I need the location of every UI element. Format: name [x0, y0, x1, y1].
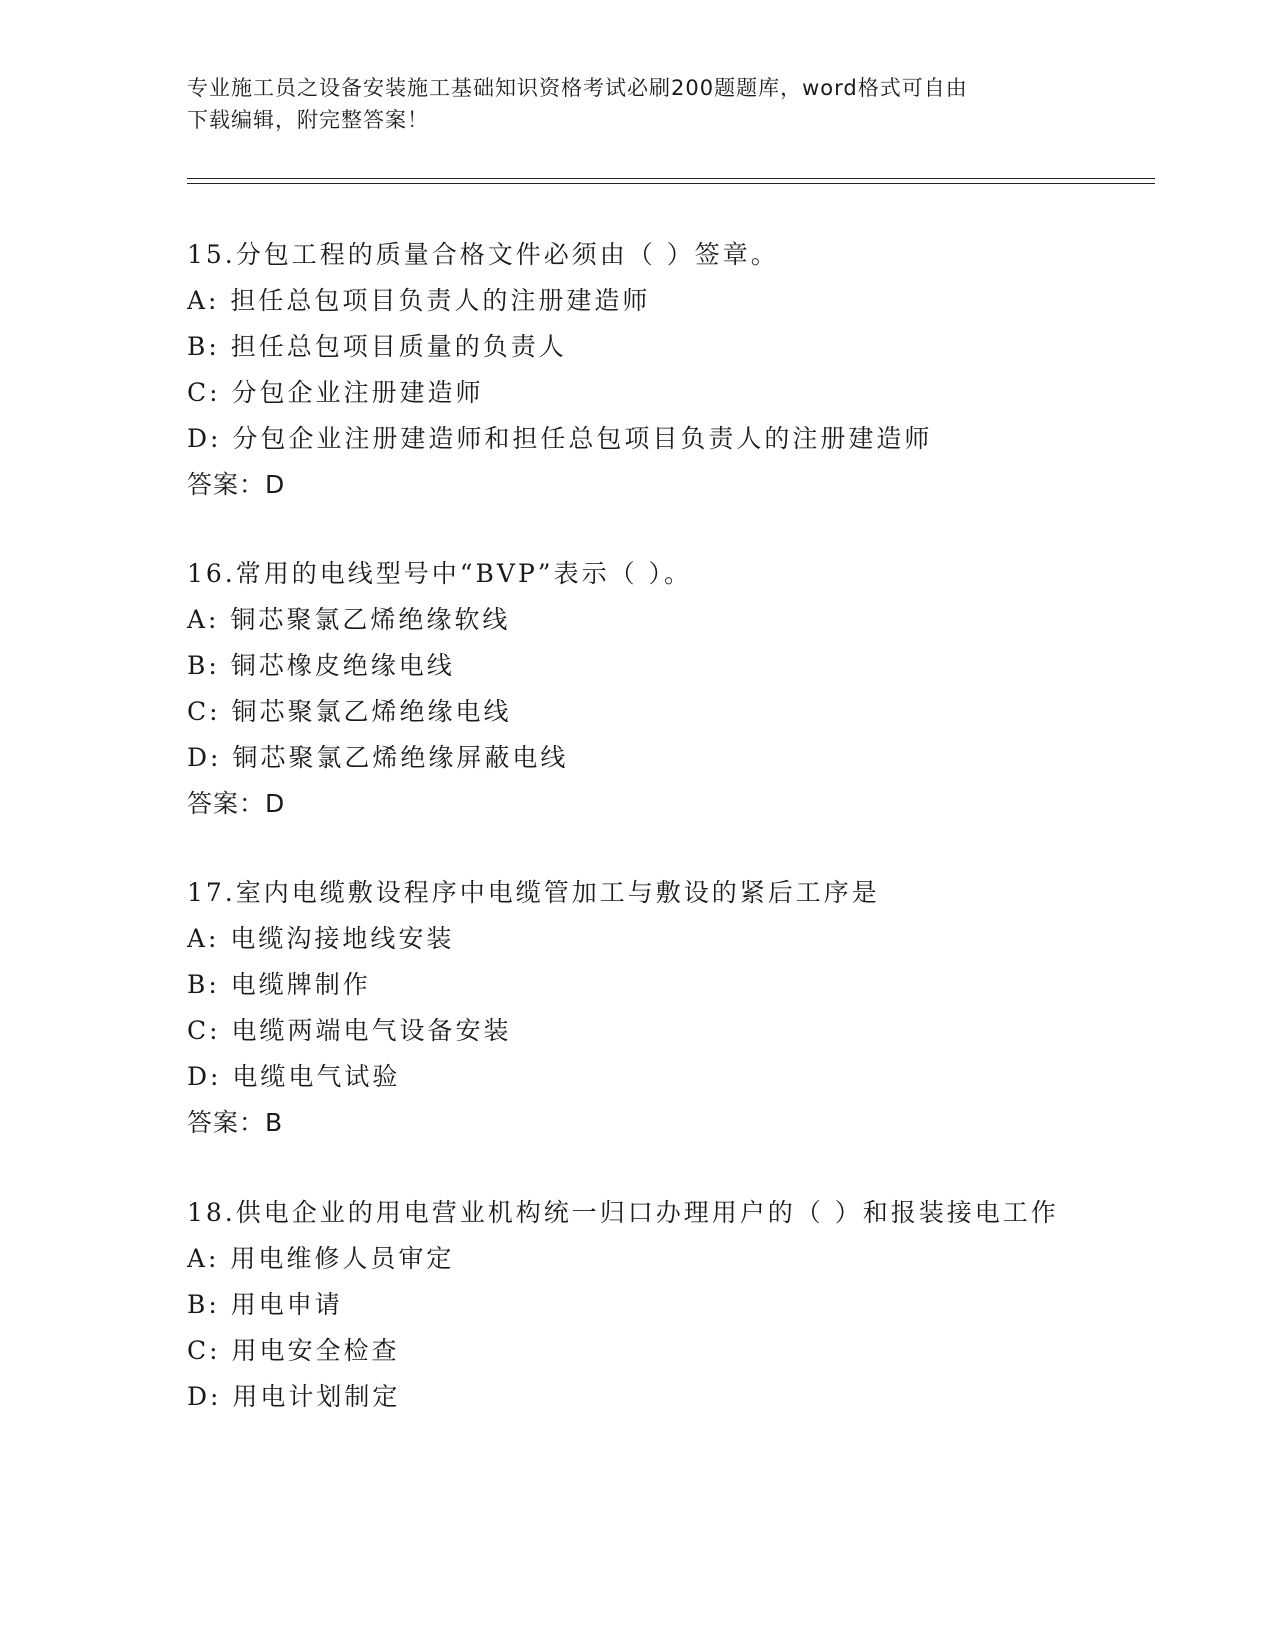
- option-a: A: 电缆沟接地线安装: [187, 924, 455, 953]
- question-title: 15.分包工程的质量合格文件必须由（ ）签章。: [187, 240, 779, 269]
- answer-value: B: [265, 1108, 284, 1137]
- option-c: C: 分包企业注册建造师: [187, 378, 484, 407]
- question-18: [187, 1190, 1087, 1420]
- question-16: [187, 551, 1087, 827]
- answer: [187, 781, 1087, 827]
- option-d: D: 用电计划制定: [187, 1382, 401, 1411]
- answer-value: D: [265, 470, 286, 499]
- header-divider-top: [187, 178, 1155, 179]
- option-d: D: 铜芯聚氯乙烯绝缘屏蔽电线: [187, 743, 569, 772]
- question-title: 17.室内电缆敷设程序中电缆管加工与敷设的紧后工序是: [187, 878, 880, 907]
- option-a: A: 铜芯聚氯乙烯绝缘软线: [187, 605, 511, 634]
- option-b: B: 担任总包项目质量的负责人: [187, 332, 567, 361]
- answer-label: 答案：: [187, 789, 266, 818]
- option-c: C: 用电安全检查: [187, 1336, 400, 1365]
- option-c: C: 铜芯聚氯乙烯绝缘电线: [187, 697, 512, 726]
- option-a: A: 担任总包项目负责人的注册建造师: [187, 286, 651, 315]
- question-17: [187, 870, 1087, 1146]
- question-title: 18.供电企业的用电营业机构统一归口办理用户的（ ）和报装接电工作: [187, 1198, 1059, 1227]
- option-b: B: 电缆牌制作: [187, 970, 371, 999]
- answer-value: D: [265, 789, 286, 818]
- answer-label: 答案：: [187, 1108, 266, 1137]
- answer: [187, 462, 1087, 508]
- header-divider-bottom: [187, 183, 1155, 184]
- question-title: 16.常用的电线型号中“BVP”表示（ ）。: [187, 559, 693, 588]
- option-d: D: 电缆电气试验: [187, 1062, 401, 1091]
- question-15: [187, 232, 1087, 508]
- header-line-1: 专业施工员之设备安装施工基础知识资格考试必刷200题题库，word格式可自由: [187, 76, 968, 100]
- document-header: [187, 72, 1067, 136]
- answer-label: 答案：: [187, 470, 266, 499]
- option-d: D: 分包企业注册建造师和担任总包项目负责人的注册建造师: [187, 424, 933, 453]
- header-line-2: 下载编辑，附完整答案！: [187, 108, 429, 132]
- answer: [187, 1100, 1087, 1146]
- option-a: A: 用电维修人员审定: [187, 1244, 455, 1273]
- option-c: C: 电缆两端电气设备安装: [187, 1016, 512, 1045]
- option-b: B: 铜芯橡皮绝缘电线: [187, 651, 455, 680]
- option-b: B: 用电申请: [187, 1290, 343, 1319]
